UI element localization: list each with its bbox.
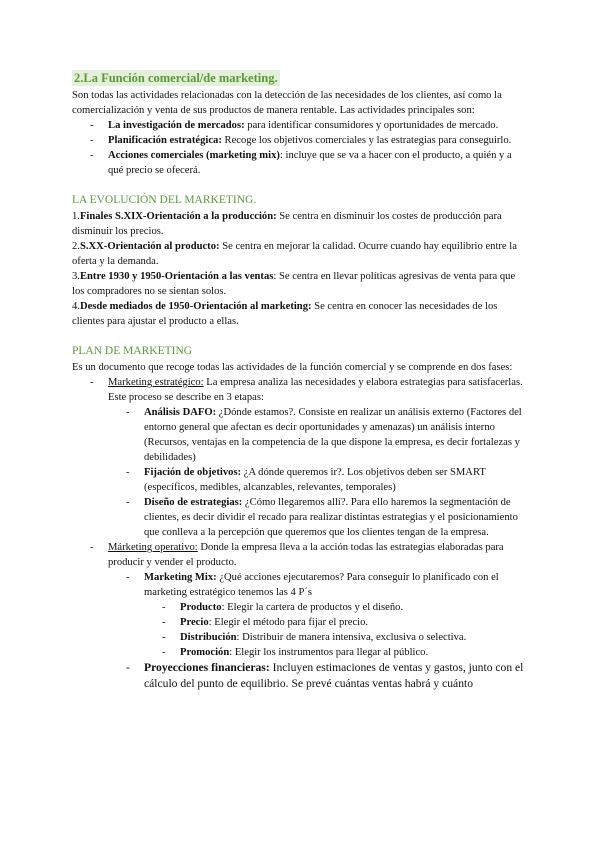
- section-title-marketing-function: 2.La Función comercial/de marketing.: [74, 71, 278, 85]
- section1-intro: Son todas las actividades relacionadas con la detección de las necesidades de los clientes, así como la comercialización y venta de sus productos de manera rentable. Las actividades principales son:: [72, 90, 502, 116]
- list-item: 1.Finales S.XIX-Orientación a la producción: Se centra en disminuir los costes de producción para disminuir los precios.: [72, 211, 502, 237]
- strategic-marketing-item: - Marketing estratégico: La empresa analiza las necesidades y elabora estrategias para satisfacerlas. Este proceso se describe en 3 etapas:: [90, 377, 523, 403]
- section3-intro: Es un documento que recoge todas las actividades de la función comercial y se comprende en dos fases:: [72, 362, 513, 373]
- financial-projections-item: - Proyecciones financieras: Incluyen estimaciones de ventas y gastos, junto con el cálculo del punto de equilibrio. Se prevé cuántas ventas habrá y cuánto: [126, 661, 524, 690]
- list-item: - Planificación estratégica: Recoge los objetivos comerciales y las estrategias para conseguirlo.: [90, 135, 512, 146]
- section1-list: [72, 118, 528, 178]
- marketing-mix-item: - Marketing Mix: ¿Qué acciones ejecutaremos? Para conseguir lo planificado con el marketing estratégico tenemos las 4 P´s: [126, 572, 499, 598]
- document-page: [72, 70, 528, 692]
- list-item: - La investigación de mercados: para identificar consumidores y oportunidades de mercado.: [90, 120, 499, 131]
- list-item: - Producto: Elegir la cartera de productos y el diseño.: [162, 602, 404, 613]
- list-item: - Diseño de estrategias: ¿Cómo llegaremos allí?. Para ello haremos la segmentación de clientes, es decir dividir el recado para realizar distintas estrategias y el posicionamiento que conlleva a la percepción que queremos que los clientes tengan de la empresa.: [126, 497, 518, 538]
- section-title-plan: PLAN DE MARKETING: [72, 345, 193, 357]
- list-item: 3.Entre 1930 y 1950-Orientación a las ventas: Se centra en llevar políticas agresivas de venta para que los compradores no se sientan solos.: [72, 271, 516, 297]
- list-item: 2.S.XX-Orientación al producto: Se centra en mejorar la calidad. Ocurre cuando hay equilibrio entre la oferta y la demanda.: [72, 241, 517, 267]
- section-title-evolution: LA EVOLUCIÓN DEL MARKETING.: [72, 194, 257, 206]
- list-item: - Acciones comerciales (marketing mix): incluye que se va a hacer con el producto, a quién y a qué precio se ofecerá.: [90, 150, 512, 176]
- list-item: - Análisis DAFO: ¿Dónde estamos?. Consiste en realizar un análisis externo (Factores del entorno general que afectan es decir oportunidades y amenazas) un análisis interno (Recursos, ventajas en la competencia de la que dispone la empresa, es decir fortalezas y debilidades): [126, 407, 522, 463]
- list-item: - Distribución: Distribuir de manera intensiva, exclusiva o selectiva.: [162, 632, 467, 643]
- list-item: 4.Desde mediados de 1950-Orientación al marketing: Se centra en conocer las necesidades de los clientes para ajustar el producto a ellas.: [72, 301, 498, 327]
- list-item: - Fijación de objetivos: ¿A dónde queremos ir?. Los objetivos deben ser SMART (específicos, medibles, alcanzables, relevantes, temporales): [126, 467, 486, 493]
- plan-phases-list: [72, 375, 528, 692]
- list-item: - Promoción: Elegir los instrumentos para llegar al público.: [162, 647, 429, 658]
- operational-marketing-item: - Márketing operativo: Donde la empresa lleva a la acción todas las estrategias elaboradas para producir y vender el producto.: [90, 542, 504, 568]
- list-item: - Precio: Elegir el método para fijar el precio.: [162, 617, 369, 628]
- evolution-list: [72, 209, 528, 329]
